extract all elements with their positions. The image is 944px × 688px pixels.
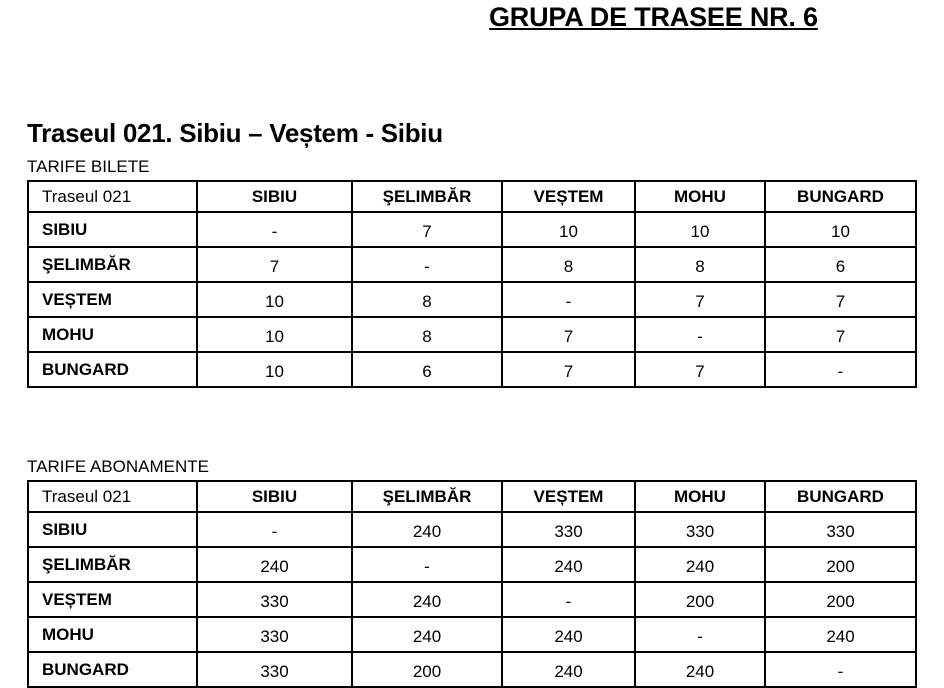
- fare-cell: 200: [765, 582, 916, 617]
- row-header: MOHU: [28, 617, 197, 652]
- fare-cell: 7: [765, 282, 916, 317]
- table-row: [28, 212, 916, 247]
- fare-cell: 10: [197, 317, 352, 352]
- column-header: VEȘTEM: [502, 481, 635, 512]
- fare-cell: 240: [765, 617, 916, 652]
- table-row: [28, 317, 916, 352]
- fare-cell: 6: [352, 352, 502, 387]
- fare-cell: 240: [635, 652, 765, 687]
- subscription-fares-table: [27, 480, 917, 688]
- fare-cell: 330: [635, 512, 765, 547]
- fare-cell: 10: [502, 212, 635, 247]
- fare-cell: -: [352, 247, 502, 282]
- table-row: [28, 652, 916, 687]
- fare-cell: 8: [352, 282, 502, 317]
- fare-cell: -: [502, 282, 635, 317]
- fare-cell: 330: [765, 512, 916, 547]
- fare-cell: 7: [502, 352, 635, 387]
- fare-cell: 7: [635, 352, 765, 387]
- fare-cell: -: [352, 547, 502, 582]
- fare-cell: 240: [502, 652, 635, 687]
- fare-cell: 240: [197, 547, 352, 582]
- fare-cell: -: [502, 582, 635, 617]
- subscription-fares-label: TARIFE ABONAMENTE: [27, 457, 209, 476]
- row-header: ŞELIMBĂR: [28, 547, 197, 582]
- column-header: SIBIU: [197, 181, 352, 212]
- table-header-row: [28, 481, 916, 512]
- fare-cell: 240: [502, 617, 635, 652]
- fare-cell: 240: [352, 582, 502, 617]
- fare-cell: -: [765, 652, 916, 687]
- fare-cell: 330: [502, 512, 635, 547]
- document-title: GRUPA DE TRASEE NR. 6: [489, 2, 818, 32]
- fare-cell: -: [635, 617, 765, 652]
- fare-cell: 8: [352, 317, 502, 352]
- fare-cell: 240: [352, 512, 502, 547]
- column-header: BUNGARD: [765, 481, 916, 512]
- fare-cell: 7: [352, 212, 502, 247]
- table-corner-label: Traseul 021: [28, 181, 197, 212]
- fare-cell: 330: [197, 582, 352, 617]
- fare-cell: 200: [352, 652, 502, 687]
- column-header: MOHU: [635, 181, 765, 212]
- table-row: [28, 352, 916, 387]
- ticket-fares-table: [27, 180, 917, 388]
- table-header-row: [28, 181, 916, 212]
- fare-cell: -: [635, 317, 765, 352]
- fare-cell: 7: [502, 317, 635, 352]
- row-header: VEȘTEM: [28, 282, 197, 317]
- fare-cell: 10: [197, 352, 352, 387]
- column-header: ŞELIMBĂR: [352, 181, 502, 212]
- fare-cell: -: [197, 512, 352, 547]
- table-row: [28, 582, 916, 617]
- row-header: BUNGARD: [28, 352, 197, 387]
- table-corner-label: Traseul 021: [28, 481, 197, 512]
- column-header: VEȘTEM: [502, 181, 635, 212]
- column-header: BUNGARD: [765, 181, 916, 212]
- table-row: [28, 512, 916, 547]
- fare-cell: 6: [765, 247, 916, 282]
- row-header: SIBIU: [28, 212, 197, 247]
- fare-cell: 8: [635, 247, 765, 282]
- fare-cell: 330: [197, 617, 352, 652]
- fare-cell: 240: [502, 547, 635, 582]
- row-header: BUNGARD: [28, 652, 197, 687]
- fare-cell: 240: [635, 547, 765, 582]
- fare-cell: 8: [502, 247, 635, 282]
- row-header: VEȘTEM: [28, 582, 197, 617]
- column-header: MOHU: [635, 481, 765, 512]
- row-header: ŞELIMBĂR: [28, 247, 197, 282]
- fare-cell: 240: [352, 617, 502, 652]
- fare-cell: 200: [765, 547, 916, 582]
- row-header: MOHU: [28, 317, 197, 352]
- table-row: [28, 247, 916, 282]
- table-row: [28, 282, 916, 317]
- fare-cell: 200: [635, 582, 765, 617]
- table-row: [28, 547, 916, 582]
- fare-cell: 10: [197, 282, 352, 317]
- fare-cell: 10: [765, 212, 916, 247]
- route-title: Traseul 021. Sibiu – Veștem - Sibiu: [27, 118, 443, 148]
- fare-cell: -: [197, 212, 352, 247]
- column-header: ŞELIMBĂR: [352, 481, 502, 512]
- row-header: SIBIU: [28, 512, 197, 547]
- table-row: [28, 617, 916, 652]
- fare-cell: 330: [197, 652, 352, 687]
- fare-cell: 10: [635, 212, 765, 247]
- fare-cell: 7: [197, 247, 352, 282]
- fare-cell: -: [765, 352, 916, 387]
- column-header: SIBIU: [197, 481, 352, 512]
- ticket-fares-label: TARIFE BILETE: [27, 157, 150, 176]
- fare-cell: 7: [635, 282, 765, 317]
- fare-cell: 7: [765, 317, 916, 352]
